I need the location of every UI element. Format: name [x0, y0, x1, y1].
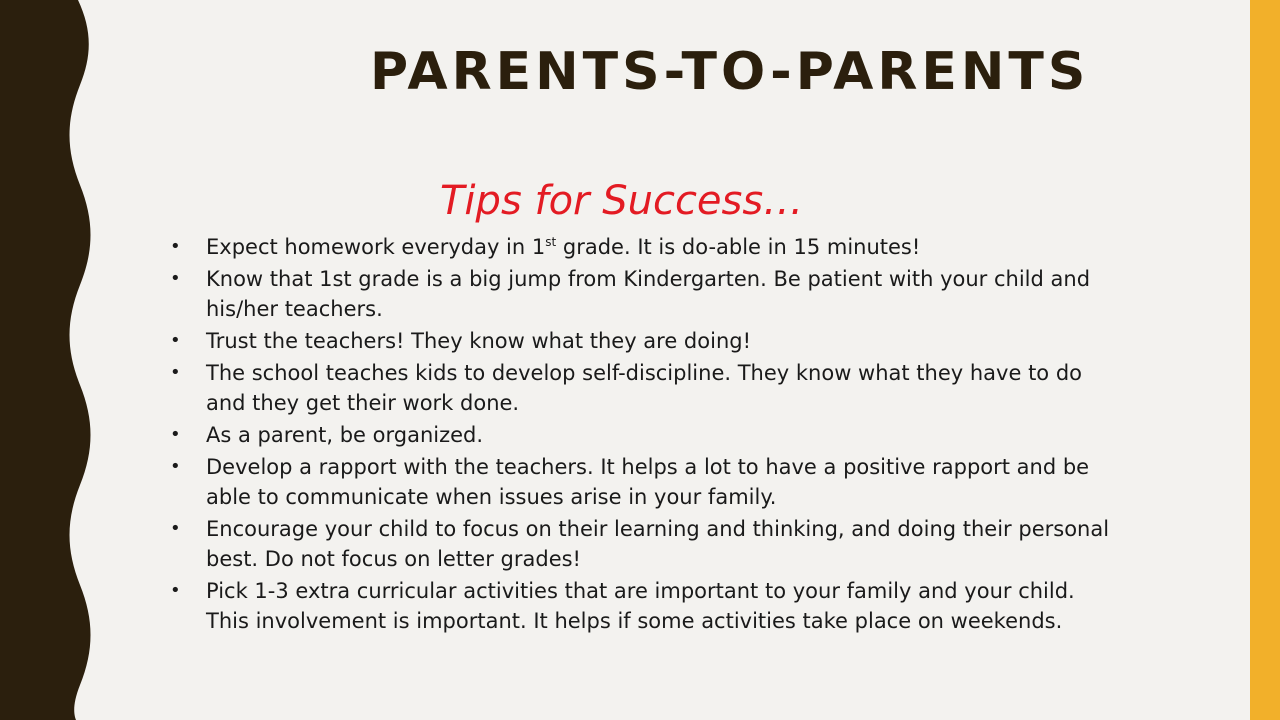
bullet-icon: •	[170, 456, 181, 477]
bullet-icon: •	[170, 362, 181, 383]
tip-text: The school teaches kids to develop self-discipline. They know what they have to do and they get their work done.	[206, 361, 1083, 415]
accent-bar	[1250, 0, 1280, 720]
tip-text: Pick 1-3 extra curricular activities that are important to your family and your child. This involvement is important. It helps if some activities take place on weekends.	[206, 579, 1075, 633]
tip-text: Expect homework everyday in 1st grade. It is do-able in 15 minutes!	[206, 235, 921, 259]
tip-text: As a parent, be organized.	[206, 423, 484, 447]
tip-item	[162, 420, 1122, 450]
slide-title: PARENTS-TO-PARENTS	[370, 42, 1090, 102]
slide-subtitle: Tips for Success…	[440, 178, 804, 224]
tip-item	[162, 452, 1122, 512]
bullet-icon: •	[170, 236, 181, 257]
bullet-icon: •	[170, 424, 181, 445]
tip-item	[162, 326, 1122, 356]
tip-text: Know that 1st grade is a big jump from Kindergarten. Be patient with your child and his/her teachers.	[206, 267, 1091, 321]
bullet-icon: •	[170, 330, 181, 351]
tip-text: Encourage your child to focus on their learning and thinking, and doing their personal best. Do not focus on letter grades!	[206, 517, 1110, 571]
tip-item	[162, 514, 1122, 574]
tip-text: Trust the teachers! They know what they are doing!	[206, 329, 752, 353]
bullet-icon: •	[170, 518, 181, 539]
bullet-icon: •	[170, 580, 181, 601]
wavy-border-decoration	[0, 0, 110, 720]
tip-item	[162, 232, 1122, 262]
tip-item	[162, 264, 1122, 324]
tips-list	[162, 232, 1122, 638]
bullet-icon: •	[170, 268, 181, 289]
ordinal-suffix: st	[545, 235, 557, 249]
tip-item	[162, 576, 1122, 636]
tip-text: Develop a rapport with the teachers. It helps a lot to have a positive rapport and be able to communicate when issues arise in your family.	[206, 455, 1090, 509]
tip-item	[162, 358, 1122, 418]
